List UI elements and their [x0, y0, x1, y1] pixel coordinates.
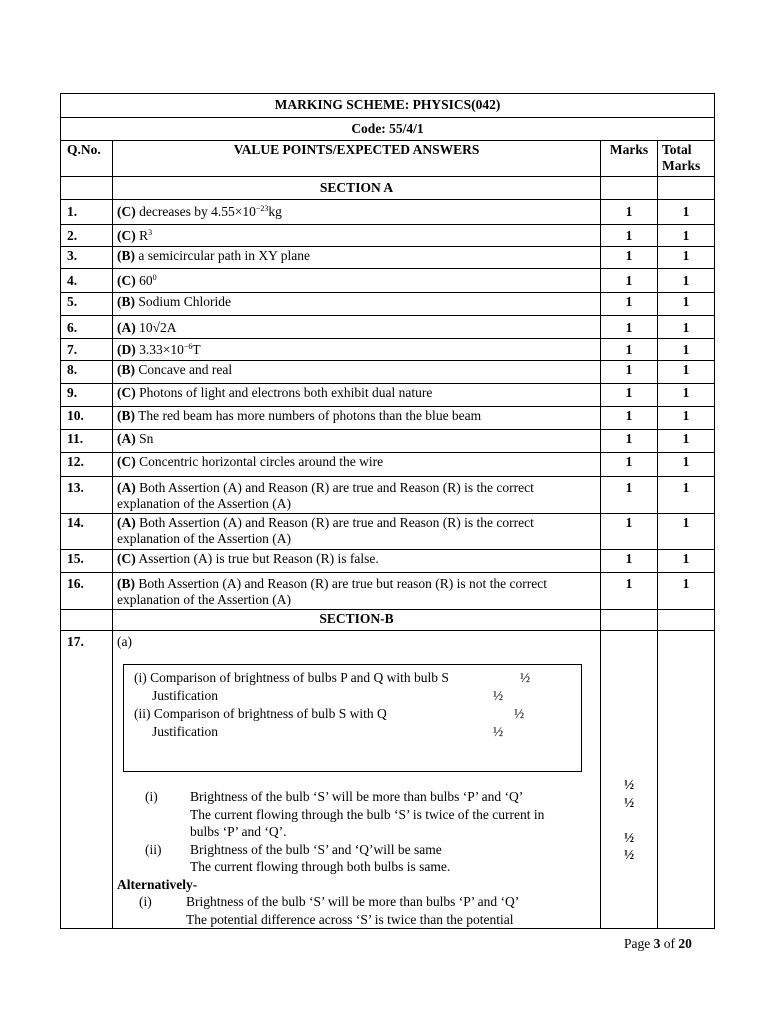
table-row: 1. (C) decreases by $4.55\times 10^{-23}kg$ 1 1 [61, 200, 715, 225]
paper-code: Code: 55/4/1 [61, 118, 715, 141]
alternatively-label: Alternatively- [117, 876, 198, 892]
section-a-heading: SECTION A [113, 177, 601, 200]
col-header-marks: Marks [601, 141, 658, 177]
table-row: 7. (D) $3.33\times 10^{-6}T$ 1 1 [61, 339, 715, 361]
table-row: 3. (B) a semicircular path in XY plane 1 1 [61, 247, 715, 269]
table-row: 16. (B) Both Assertion (A) and Reason (R) are true but reason (R) is not the correct explanation of the Assertion (A) 1 1 [61, 573, 715, 610]
section-b-heading: SECTION-B [113, 610, 601, 631]
col-header-total: Total Marks [658, 141, 715, 177]
document-title: MARKING SCHEME: PHYSICS(042) [61, 94, 715, 118]
table-row: 11. (A) Sn 1 1 [61, 430, 715, 453]
part-label: (a) [117, 634, 132, 649]
table-row: 6. (A) 10√2A 1 1 [61, 316, 715, 339]
table-row: 10. (B) The red beam has more numbers of photons than the blue beam 1 1 [61, 407, 715, 430]
table-row: 15. (C) Assertion (A) is true but Reason (R) is false. 1 1 [61, 550, 715, 573]
table-row: 5. (B) Sodium Chloride 1 1 [61, 293, 715, 316]
table-row: 2. (C) $R^3$ 1 1 [61, 225, 715, 247]
marking-rubric-box: (i) Comparison of brightness of bulbs P and Q with bulb S ½ Justification ½ (ii) Comparison of brightness of bulb S with Q ½ Justification ½ [123, 664, 582, 772]
table-row: 12. (C) Concentric horizontal circles around the wire 1 1 [61, 453, 715, 477]
table-row: 8. (B) Concave and real 1 1 [61, 361, 715, 384]
col-header-qno: Q.No. [61, 141, 113, 177]
table-row: 17. (a) (i) Comparison of brightness of bulbs P and Q with bulb S ½ Justification ½ (ii) Comparison of brightness of bulb S with Q ½ Justification ½ (i) Brightness of the bulb ‘S’ will be more than bulbs ‘P’ and ‘Q’ The current flowing through the bulb ‘S’ is twice of the current in bulbs ‘P’ and ‘Q’. (ii) Brightness of the bulb ‘S’ and ‘Q’will be same The current flowing through both bulbs is same. Alternatively- (i) Brightness of the bulb ‘S’ will be more than bulbs ‘P’ and ‘Q’ The potential difference across ‘S’ is twice than the potential ½ ½ ½ ½ [61, 631, 715, 929]
table-row: 13. (A) Both Assertion (A) and Reason (R) are true and Reason (R) is the correct explanation of the Assertion (A) 1 1 [61, 477, 715, 514]
table-row: 4. (C) $60^0$ 1 1 [61, 269, 715, 293]
col-header-answers: VALUE POINTS/EXPECTED ANSWERS [113, 141, 601, 177]
table-row: 14. (A) Both Assertion (A) and Reason (R) are true and Reason (R) is the correct explanation of the Assertion (A) 1 1 [61, 514, 715, 550]
marking-scheme-table [60, 93, 715, 929]
table-row: 9. (C) Photons of light and electrons both exhibit dual nature 1 1 [61, 384, 715, 407]
page-footer: Page 3 of 20 [624, 936, 692, 951]
